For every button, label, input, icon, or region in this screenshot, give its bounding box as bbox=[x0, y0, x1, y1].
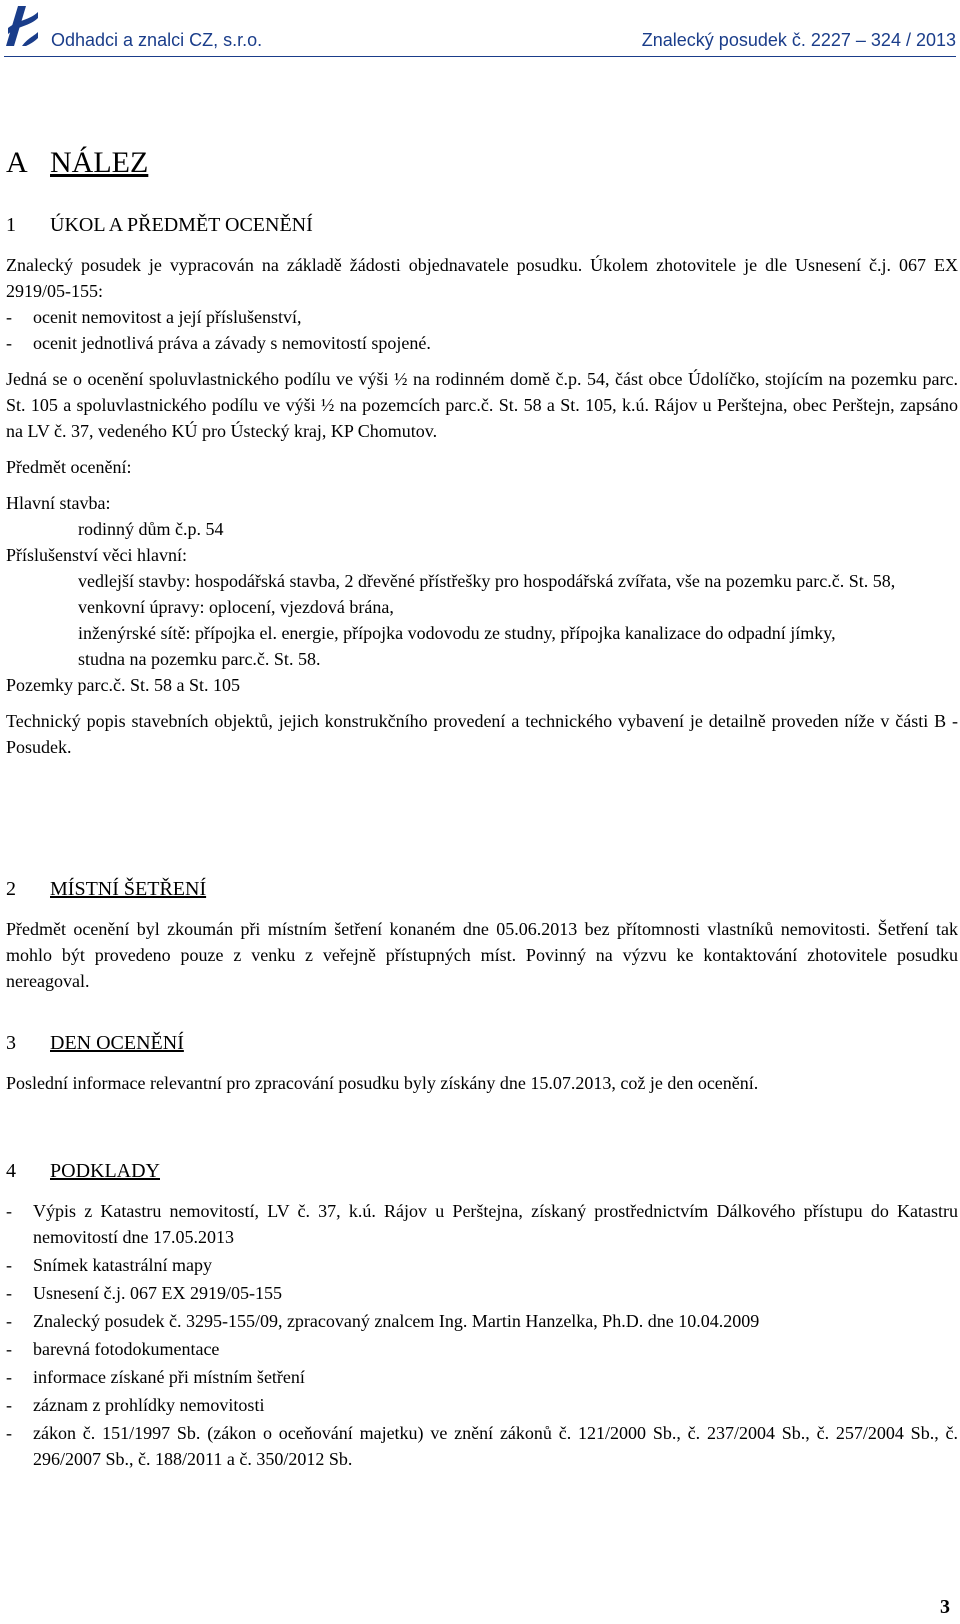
list-item: - Snímek katastrální mapy bbox=[6, 1255, 212, 1275]
section-a-letter: A bbox=[6, 146, 28, 179]
land-parcels: Pozemky parc.č. St. 58 a St. 105 bbox=[6, 675, 240, 695]
accessory-item: venkovní úpravy: oplocení, vjezdová brána, bbox=[78, 597, 394, 617]
section-1-intro: Znalecký posudek je vypracován na základě žádosti objednavatele posudku. Úkolem zhotovitele je dle Usnesení č.j. 067 EX 2919/05-155: bbox=[6, 255, 958, 301]
subject-label: Předmět ocenění: bbox=[6, 457, 132, 477]
accessory-item: studna na pozemku parc.č. St. 58. bbox=[78, 649, 321, 669]
section-number: 2 bbox=[6, 878, 16, 900]
section-number: 1 bbox=[6, 214, 16, 236]
list-item: - informace získané při místním šetření bbox=[6, 1367, 305, 1387]
section-1-body bbox=[6, 252, 958, 760]
page-number: 3 bbox=[940, 1596, 950, 1618]
list-item: - ocenit jednotlivá práva a závady s nemovitostí spojené. bbox=[6, 333, 431, 353]
section-title: DEN OCENĚNÍ bbox=[50, 1032, 184, 1054]
main-building-label: Hlavní stavba: bbox=[6, 493, 111, 513]
technical-note: Technický popis stavebních objektů, jejich konstrukčního provedení a technického vybavení je detailně proveden níže v části B - Posudek. bbox=[6, 711, 958, 757]
accessory-item: inženýrské sítě: přípojka el. energie, přípojka vodovodu ze studny, přípojka kanalizace do odpadní jímky, bbox=[78, 623, 836, 643]
company-logo-icon bbox=[4, 2, 40, 50]
section-title: ÚKOL A PŘEDMĚT OCENĚNÍ bbox=[50, 214, 313, 236]
section-a-heading bbox=[6, 146, 148, 180]
header-divider bbox=[4, 56, 956, 57]
list-item: - Výpis z Katastru nemovitostí, LV č. 37, k.ú. Rájov u Perštejna, získaný prostřednictvím Dálkového přístupu do Katastru nemovitostí dne 17.05.2013 bbox=[6, 1201, 958, 1247]
section-3-text: Poslední informace relevantní pro zpracování posudku byly získány dne 15.07.2013, což je den ocenění. bbox=[6, 1073, 759, 1093]
section-number: 3 bbox=[6, 1032, 16, 1054]
page-header bbox=[0, 0, 960, 52]
section-4-heading bbox=[6, 1158, 160, 1184]
section-2-text: Předmět ocenění byl zkoumán při místním šetření konaném dne 05.06.2013 bez přítomnosti vlastníků nemovitosti. Šetření tak mohlo být provedeno pouze z venku z veřejně přístupných míst. Povinný na výzvu ke kontaktování zhotovitele posudku nereagoval. bbox=[6, 919, 958, 991]
section-1-description: Jedná se o ocenění spoluvlastnického podílu ve výši ½ na rodinném domě č.p. 54, část obce Údolíčko, stojícím na pozemku parc. St. 105 a spoluvlastnického podílu ve výši ½ na pozemcích parc.č. St. 58 a St. 105, k.ú. Rájov u Perštejna, obec Perštejn, zapsáno na LV č. 37, vedeného KÚ pro Ústecký kraj, KP Chomutov. bbox=[6, 369, 958, 441]
accessories-label: Příslušenství věci hlavní: bbox=[6, 545, 187, 565]
accessory-item: vedlejší stavby: hospodářská stavba, 2 dřevěné přístřešky pro hospodářská zvířata, vše na pozemku parc.č. St. 58, bbox=[78, 571, 896, 591]
list-item: - Usnesení č.j. 067 EX 2919/05-155 bbox=[6, 1283, 282, 1303]
section-1-heading bbox=[6, 212, 313, 238]
section-4-body bbox=[6, 1198, 958, 1472]
list-item: - ocenit nemovitost a její příslušenství, bbox=[6, 307, 302, 327]
section-3-heading bbox=[6, 1030, 184, 1056]
section-a-title: NÁLEZ bbox=[50, 146, 149, 179]
section-2-body bbox=[6, 916, 958, 994]
section-title: MÍSTNÍ ŠETŘENÍ bbox=[50, 878, 207, 900]
section-title: PODKLADY bbox=[50, 1160, 160, 1182]
list-item: - zákon č. 151/1997 Sb. (zákon o oceňování majetku) ve znění zákonů č. 121/2000 Sb., č. 237/2004 Sb., č. 257/2004 Sb., č. 296/2007 Sb., č. 188/2011 a č. 350/2012 Sb. bbox=[6, 1423, 958, 1469]
section-3-body bbox=[6, 1070, 958, 1096]
main-building: rodinný dům č.p. 54 bbox=[78, 519, 224, 539]
report-reference: Znalecký posudek č. 2227 – 324 / 2013 bbox=[641, 30, 956, 50]
list-item: - Znalecký posudek č. 3295-155/09, zpracovaný znalcem Ing. Martin Hanzelka, Ph.D. dne 10.04.2009 bbox=[6, 1311, 760, 1331]
list-item: - barevná fotodokumentace bbox=[6, 1339, 220, 1359]
list-item: - záznam z prohlídky nemovitosti bbox=[6, 1395, 265, 1415]
section-number: 4 bbox=[6, 1160, 16, 1182]
section-2-heading bbox=[6, 876, 206, 902]
company-name: Odhadci a znalci CZ, s.r.o. bbox=[51, 30, 263, 50]
